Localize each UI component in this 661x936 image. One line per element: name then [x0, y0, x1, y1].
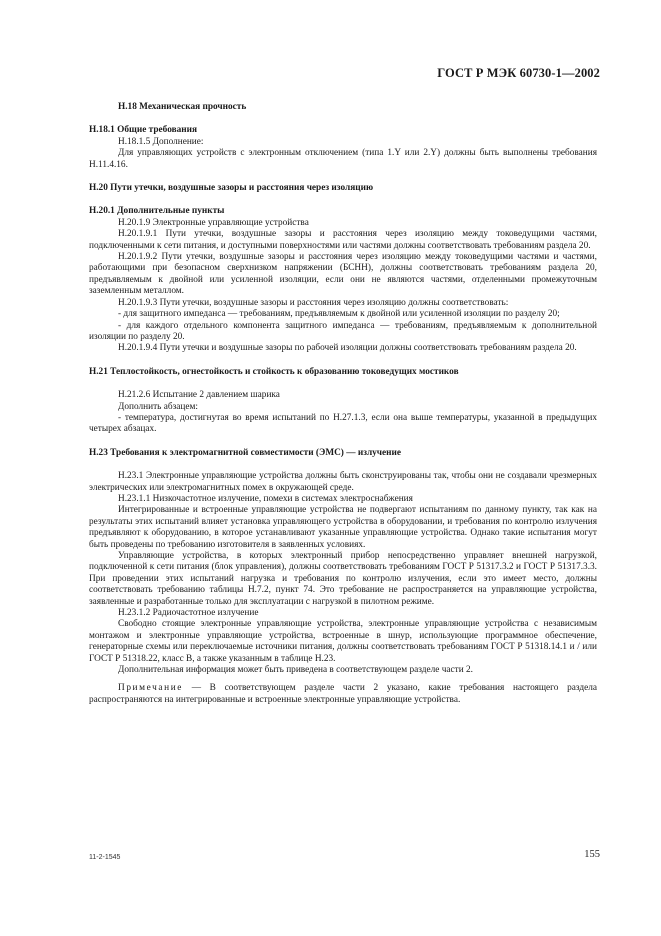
section-h23-title: Н.23 Требования к электромагнитной совместимости (ЭМС) — излучение	[89, 447, 402, 458]
standard-header: ГОСТ Р МЭК 60730-1—2002	[437, 66, 600, 80]
note-text: — В соответствующем разделе части 2 указано, какие требования настоящего раздела распространяются на интегрированные и встроенные электронные управляющие устройства.	[89, 683, 597, 705]
note-label: Примечание	[118, 683, 183, 694]
paragraph: Н.18.1.5 Дополнение:	[118, 136, 204, 147]
paragraph: Н.23.1 Электронные управляющие устройства должны быть сконструированы так, чтобы они не создавали чрезмерных электрических или электромагнитных помех в окружающей среде.	[89, 471, 597, 493]
paragraph: Для управляющих устройств с электронным отключением (типа 1.Y или 2.Y) должны быть выполнены требования Н.11.4.16.	[89, 148, 597, 170]
section-h18-title: Н.18 Механическая прочность	[118, 102, 247, 112]
paragraph: Свободно стоящие электронные управляющие устройства, электронные управляющие устройства с независимым монтажом и электронные управляющие устройства, встроенные в шнур, использующие программное обеспечение, генераторные схемы или переключаемые источники питания, должны соответствовать требованиям ГОСТ Р 51318.14.1 и / или ГОСТ Р 51318.22, класс В, а также указанным в таблице Н.23.	[89, 619, 597, 664]
note	[89, 683, 597, 706]
paragraph: Н.20.1.9.2 Пути утечки, воздушные зазоры и расстояния через изоляцию между токоведущими частями и частями, работающими при безопасном сверхнизком напряжении (БСНН), должны соответствовать требованиям раздела 20, предъявляемым к двойной или усиленной изоляции, если они не являются частями, отделенными промежуточным заземленным металлом.	[89, 252, 597, 297]
paragraph: Н.20.1.9.3 Пути утечки, воздушные зазоры и расстояния через изоляцию должны соответствовать:	[118, 297, 509, 308]
paragraph: - температура, достигнутая во время испытаний по Н.27.1.3, если она выше температуры, указанной в предыдущих четырех абзацах.	[89, 412, 597, 435]
section-h20-1-title: Н.20.1 Дополнительные пункты	[89, 206, 225, 217]
paragraph: Дополнительная информация может быть приведена в соответствующем разделе части 2.	[118, 665, 473, 676]
paragraph: Н.21.2.6 Испытание 2 давлением шарика	[118, 390, 280, 401]
paragraph: - для каждого отдельного компонента защитного импеданса — требованиям, предъявляемым к дополнительной изоляции по разделу 20.	[89, 320, 597, 342]
page-content	[89, 96, 597, 706]
paragraph: Н.23.1.2 Радиочастотное излучение	[118, 608, 259, 619]
paragraph: Н.20.1.9.4 Пути утечки и воздушные зазоры по рабочей изоляции должны соответствовать требованиям раздела 20.	[118, 343, 577, 354]
paragraph: Интегрированные и встроенные управляющие устройства не подвергают испытаниям по данному пункту, так как на результаты этих испытаний влияет установка управляющего устройства в оборудовании, и требования по контролю излучения предъявляют к оборудованию, в которое устанавливают указанные управляющие устройства. Однако такие испытания могут быть проведены по требованию изготовителя в заявленных условиях.	[89, 505, 597, 550]
section-h20-title: Н.20 Пути утечки, воздушные зазоры и расстояния через изоляцию	[89, 183, 374, 194]
paragraph: - для защитного импеданса — требованиям, предъявляемым к двойной или усиленной изоляции по разделу 20;	[118, 309, 560, 320]
print-code: 11-2-1545	[89, 854, 121, 861]
paragraph: Управляющие устройства, в которых электронный прибор непосредственно управляет внешней нагрузкой, подключенной к сети питания (блок управления), должны соответствовать требованиям ГОСТ Р 51317.3.2 и ГОСТ Р 51317.3.3. При проведении этих испытаний нагрузка и требования по контролю излучения, если это имеет место, должны соответствовать требованию таблицы Н.7.2, пункт 74. Это требование не распространяется на управляющие устройства, заявленные и разработанные только для эксплуатации с нагрузкой в пилотном режиме.	[89, 551, 597, 607]
paragraph: Н.20.1.9.1 Пути утечки, воздушные зазоры и расстояния через изоляцию между токоведущими частями, подключенными к сети питания, и доступными поверхностями или частями должны соответствовать требованиям раздела 20.	[89, 229, 597, 251]
section-h21-title: Н.21 Теплостойкость, огнестойкость и стойкость к образованию токоведущих мостиков	[89, 366, 459, 377]
paragraph: Н.20.1.9 Электронные управляющие устройства	[118, 217, 309, 228]
paragraph: Н.23.1.1 Низкочастотное излучение, помехи в системах электроснабжения	[118, 493, 413, 504]
paragraph: Дополнить абзацем:	[118, 401, 198, 412]
page-number: 155	[584, 849, 600, 860]
section-h18-1-title: Н.18.1 Общие требования	[89, 125, 198, 136]
